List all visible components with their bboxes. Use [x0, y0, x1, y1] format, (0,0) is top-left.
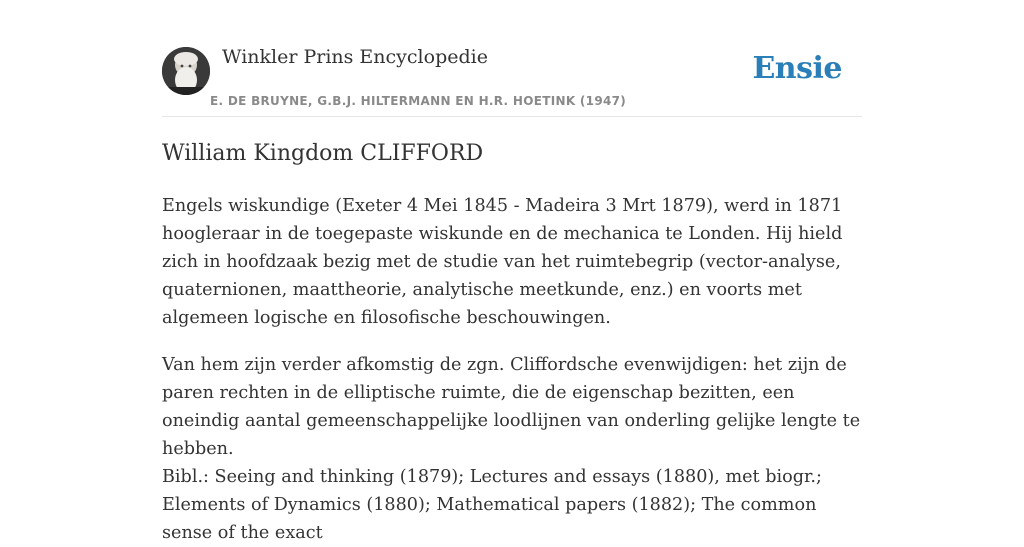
page [162, 0, 862, 543]
source-authors: E. DE BRUYNE, G.B.J. HILTERMANN EN H.R. HOETINK (1947) [210, 94, 627, 108]
header [162, 0, 862, 117]
article-paragraph-1: Engels wiskundige (Exeter 4 Mei 1845 - Madeira 3 Mrt 1879), werd in 1871 hoogleraar in de toegepaste wiskunde en de mechanica te Londen. Hij hield zich in hoofdzaak bezig met de studie van het ruimtebegrip (vector-analyse, quaternionen, maattheorie, analytische meetkunde, enz.) en voorts met algemeen logische en filosofische beschouwingen. [162, 196, 843, 328]
author-portrait-icon[interactable] [162, 47, 210, 95]
article-paragraph-2: Van hem zijn verder afkomstig de zgn. Cliffordsche evenwijdigen: het zijn de paren rechten in de elliptische ruimte, die de eigenschap bezitten, een oneindig aantal gemeenschappelijke loodlijnen van onderling gelijke lengte te hebben. [162, 355, 861, 459]
ensie-logo[interactable]: Ensie [752, 51, 842, 86]
source-title[interactable]: Winkler Prins Encyclopedie [222, 46, 488, 68]
article-title: William Kingdom CLIFFORD [162, 141, 484, 166]
article-bibliography: Bibl.: Seeing and thinking (1879); Lectures and essays (1880), met biogr.; Elements of Dynamics (1880); Mathematical papers (1882); The common sense of the exact [162, 467, 822, 543]
